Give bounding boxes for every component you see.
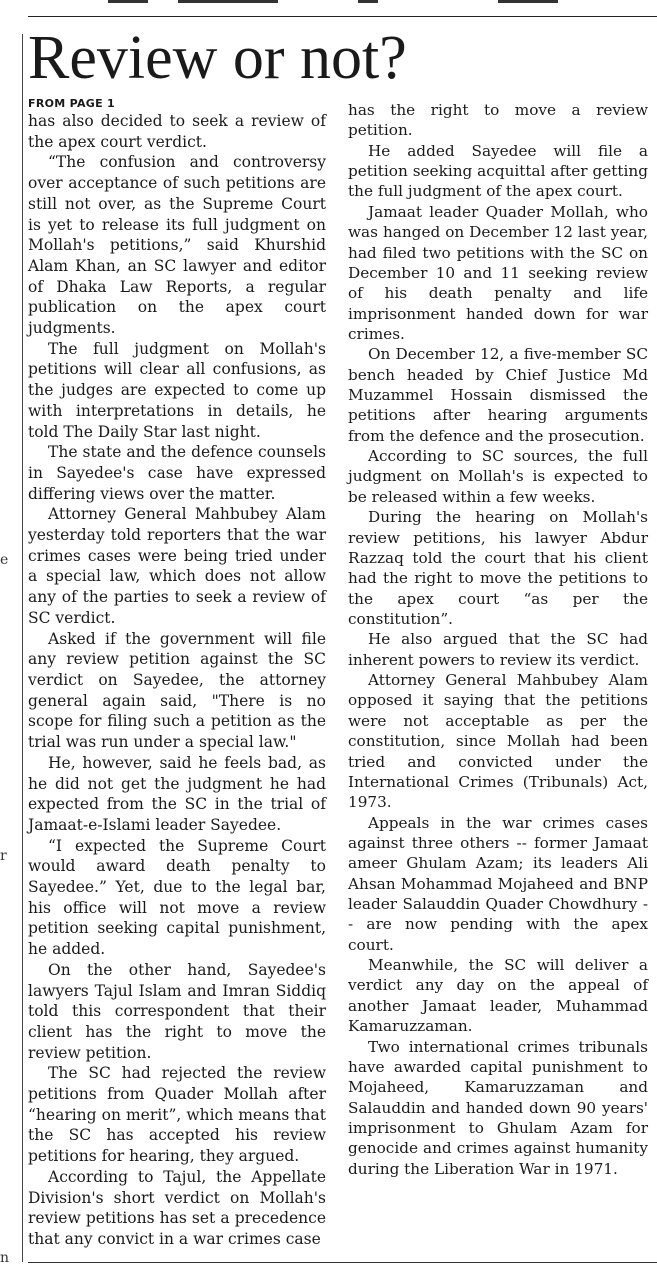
- kicker: FROM PAGE 1: [28, 97, 116, 110]
- paragraph: has the right to move a review petition.: [348, 101, 648, 140]
- paragraph: Attorney General Mahbubey Alam yesterday told reporters that the war crimes cases were being tried under a special law, which does not allow any of the parties to seek a review of SC verdict.: [28, 505, 326, 627]
- paragraph: Two international crimes tribunals have awarded capital punishment to Mojaheed, Kamaruzzaman and Salauddin and handed down 90 years' imprisonment to Ghulam Azam for genocide and crimes against humanity during the Liberation War in 1971.: [348, 1037, 648, 1178]
- bottom-rule: [28, 1262, 657, 1263]
- left-column: [28, 96, 326, 1250]
- paragraph: He, however, said he feels bad, as he did not get the judgment he had expected from the SC in the trial of Jamaat-e-Islami leader Sayedee.: [28, 753, 326, 834]
- paragraph: According to Tajul, the Appellate Division's short verdict on Mollah's review petitions has set a precedence that any convict in a war crimes case: [28, 1167, 326, 1248]
- paragraph: He added Sayedee will file a petition seeking acquittal after getting the full judgment of the apex court.: [348, 141, 648, 201]
- edge-fragment: e: [0, 552, 9, 568]
- paragraph: During the hearing on Mollah's review petitions, his lawyer Abdur Razzaq told the court that his client had the right to move the petitions to the apex court “as per the constitution”.: [348, 508, 648, 628]
- edge-fragment: n: [0, 1250, 10, 1266]
- paragraph: According to SC sources, the full judgment on Mollah's is expected to be released within a few weeks.: [348, 447, 648, 506]
- paragraph: Meanwhile, the SC will deliver a verdict any day on the appeal of another Jamaat leader, Muhammad Kamaruzzaman.: [348, 956, 648, 1036]
- paragraph: “The confusion and controversy over acceptance of such petitions are still not over, as the Supreme Court is yet to release its full judgment on Mollah's petitions,” said Khurshid Alam Khan, an SC lawyer and editor of Dhaka Law Reports, a regular publication on the apex court judgments.: [28, 153, 326, 338]
- paragraph: Jamaat leader Quader Mollah, who was hanged on December 12 last year, had filed two petitions with the SC on December 10 and 11 seeking review of his death penalty and life imprisonment handed down for war crimes.: [348, 202, 648, 343]
- edge-fragment: r: [0, 848, 7, 864]
- right-column: [348, 100, 648, 1179]
- paragraph: The state and the defence counsels in Sayedee's case have expressed differing views over the matter.: [28, 443, 326, 503]
- gutter-rule: [22, 34, 23, 1262]
- top-edge-marks: [28, 0, 657, 3]
- paragraph: Appeals in the war crimes cases against three others -- former Jamaat ameer Ghulam Azam; its leaders Ali Ahsan Mohammad Mojaheed and BNP leader Salauddin Quader Chowdhury -- are now pending with the apex court.: [348, 813, 648, 954]
- paragraph: On December 12, a five-member SC bench headed by Chief Justice Md Muzammel Hossain dismissed the petitions after hearing arguments from the defence and the prosecution.: [348, 345, 648, 445]
- paragraph: On the other hand, Sayedee's lawyers Tajul Islam and Imran Siddiq told this correspondent that their client has the right to move the review petition.: [28, 960, 326, 1062]
- paragraph: has also decided to seek a review of the apex court verdict.: [28, 112, 326, 151]
- paragraph: The full judgment on Mollah's petitions will clear all confusions, as the judges are expected to come up with interpretations in details, he told The Daily Star last night.: [28, 339, 326, 441]
- paragraph: “I expected the Supreme Court would award death penalty to Sayedee.” Yet, due to the legal bar, his office will not move a review petition seeking capital punishment, he added.: [28, 836, 326, 959]
- paragraph: He also argued that the SC had inherent powers to review its verdict.: [348, 630, 648, 669]
- top-rule: [28, 16, 657, 17]
- paragraph: Attorney General Mahbubey Alam opposed it saying that the petitions were not acceptable as per the constitution, since Mollah had been tried and convicted under the International Crimes (Tribunals) Act, 1973.: [348, 671, 648, 812]
- paragraph: Asked if the government will file any review petition against the SC verdict on Sayedee, the attorney general again said, "There is no scope for filing such a petition as the trial was run under a special law.": [28, 629, 326, 752]
- paragraph: The SC had rejected the review petitions from Quader Mollah after “hearing on merit”, which means that the SC has accepted his review petitions for hearing, they argued.: [28, 1064, 326, 1166]
- headline: Review or not?: [28, 24, 407, 92]
